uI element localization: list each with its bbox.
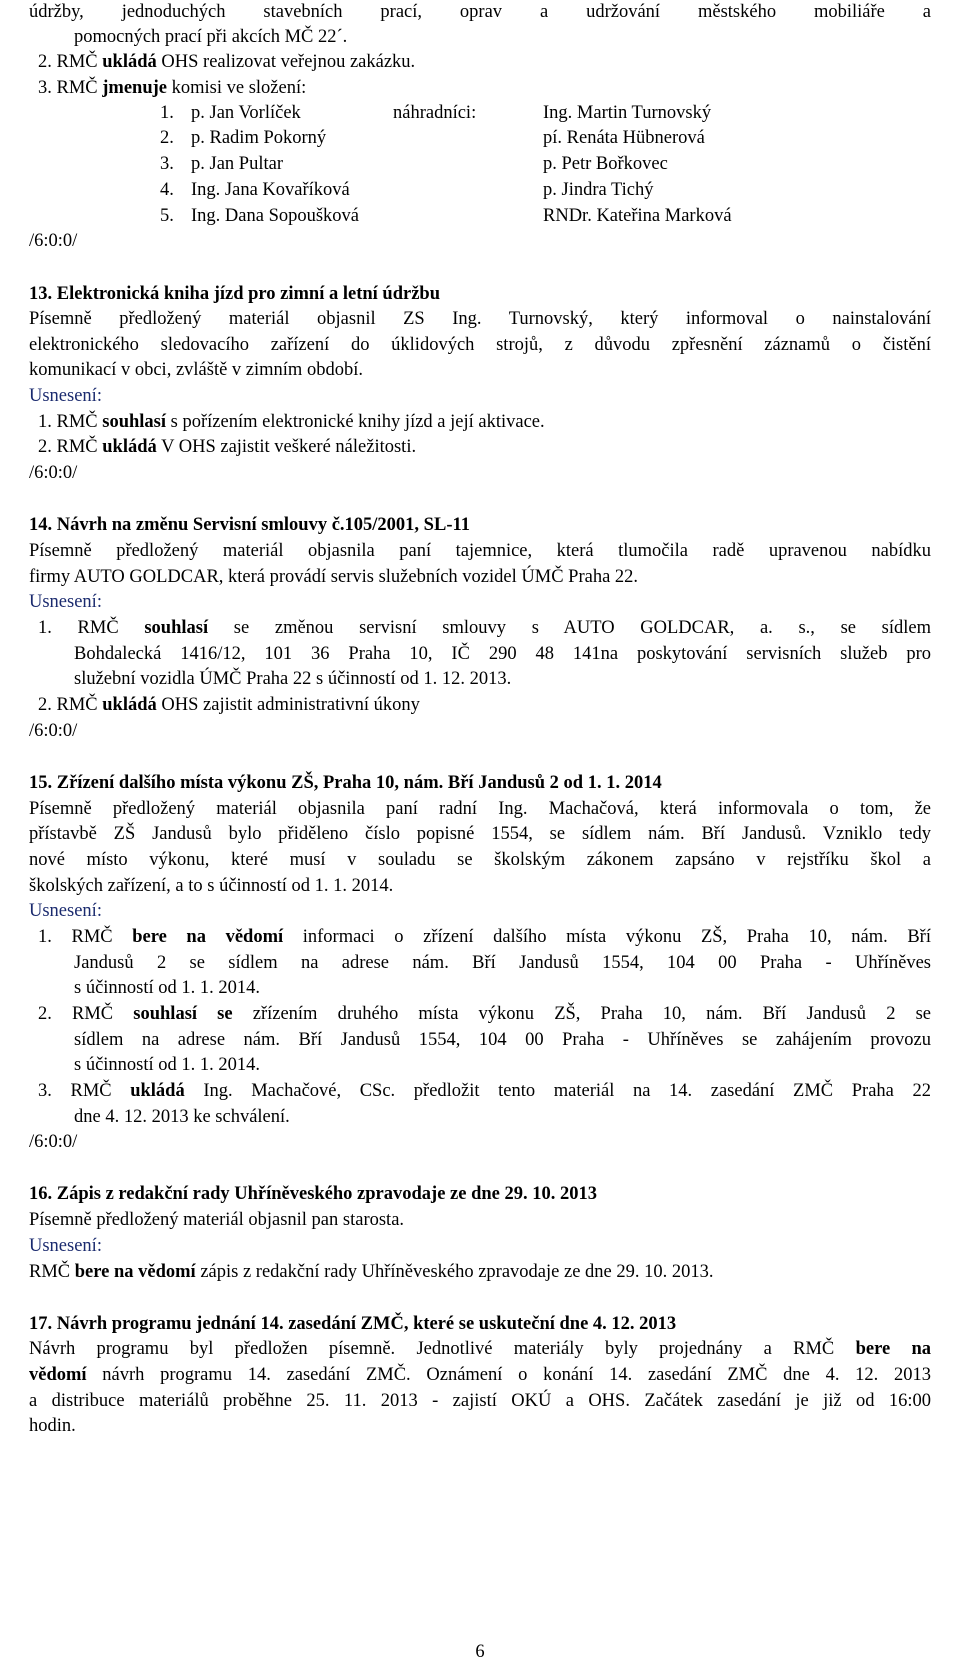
resolution-item: 2. RMČ ukládá V OHS zajistit veškeré náležitosti. [38, 437, 417, 457]
committee-num: 5. [160, 206, 174, 226]
text-line: vědomí návrh programu 14. zasedání ZMČ. Oznámení o konání 14. zasedání ZMČ dne 4. 12. 2013 [29, 1365, 931, 1385]
text-line: nové místo výkonu, které musí v souladu se školským zákonem zapsáno v rejstříku škol a [29, 850, 931, 870]
text-line: Písemně předložený materiál objasnila paní tajemnice, která tlumočila radě upravenou nabídku [29, 541, 931, 561]
vote-result: /6:0:0/ [29, 1132, 78, 1152]
resolution-item: 1. RMČ souhlasí se změnou servisní smlouvy s AUTO GOLDCAR, a. s., se sídlem [38, 618, 931, 638]
text-line: údržby, jednoduchých stavebních prací, oprav a udržování městského mobiliáře a [29, 2, 931, 22]
text-line: Bohdalecká 1416/12, 101 36 Praha 10, IČ 290 48 141na poskytování servisních služeb pro [74, 644, 931, 664]
page-number: 6 [475, 1642, 485, 1662]
committee-member: p. Jan Vorlíček [191, 103, 301, 123]
text-line: hodin. [29, 1416, 76, 1436]
text-line: přístavbě ZŠ Jandusů bylo přiděleno číslo popisné 1554, se sídlem nám. Bří Jandusů. Vzniklo tedy [29, 824, 931, 844]
text-line: pomocných prací při akcích MČ 22´. [74, 27, 348, 47]
resolution-label: Usnesení: [29, 901, 102, 921]
text-line: s účinností od 1. 1. 2014. [74, 978, 261, 998]
section-heading-15: 15. Zřízení dalšího místa výkonu ZŠ, Praha 10, nám. Bří Jandusů 2 od 1. 1. 2014 [29, 773, 662, 793]
section-heading-13: 13. Elektronická kniha jízd pro zimní a letní údržbu [29, 284, 441, 304]
text-line: a distribuce materiálů proběhne 25. 11. 2013 - zajistí OKÚ a OHS. Začátek zasedání je již od 16:00 [29, 1391, 931, 1411]
text-line: firmy AUTO GOLDCAR, která provádí servis služebních vozidel ÚMČ Praha 22. [29, 567, 639, 587]
substitutes-label: náhradníci: [393, 103, 477, 123]
resolution-item: 3. RMČ jmenuje komisi ve složení: [38, 78, 307, 98]
committee-substitute: RNDr. Kateřina Marková [543, 206, 732, 226]
committee-substitute: p. Jindra Tichý [543, 180, 654, 200]
committee-num: 3. [160, 154, 174, 174]
committee-num: 4. [160, 180, 174, 200]
text-line: dne 4. 12. 2013 ke schválení. [74, 1107, 290, 1127]
vote-result: /6:0:0/ [29, 231, 78, 251]
text-line: Písemně předložený materiál objasnil pan starosta. [29, 1210, 405, 1230]
resolution-item: 2. RMČ souhlasí se zřízením druhého místa výkonu ZŠ, Praha 10, nám. Bří Jandusů 2 se [38, 1004, 931, 1024]
committee-member: Ing. Dana Sopoušková [191, 206, 360, 226]
vote-result: /6:0:0/ [29, 721, 78, 741]
resolution-label: Usnesení: [29, 386, 102, 406]
text-line: s účinností od 1. 1. 2014. [74, 1055, 261, 1075]
resolution-item: RMČ bere na vědomí zápis z redakční rady Uhříněveského zpravodaje ze dne 29. 10. 2013. [29, 1262, 714, 1282]
committee-member: Ing. Jana Kovaříková [191, 180, 350, 200]
resolution-label: Usnesení: [29, 592, 102, 612]
text-line: komunikací v obci, zvláště v zimním období. [29, 360, 363, 380]
resolution-item: 1. RMČ souhlasí s pořízením elektronické knihy jízd a její aktivace. [38, 412, 545, 432]
resolution-item: 2. RMČ ukládá OHS realizovat veřejnou zakázku. [38, 52, 416, 72]
text-line: Písemně předložený materiál objasnila paní radní Ing. Machačová, která informovala o tom, že [29, 799, 931, 819]
resolution-item: 2. RMČ ukládá OHS zajistit administrativní úkony [38, 695, 420, 715]
text-line: školských zařízení, a to s účinností od 1. 1. 2014. [29, 876, 394, 896]
resolution-item: 1. RMČ bere na vědomí informaci o zřízení dalšího místa výkonu ZŠ, Praha 10, nám. Bří [38, 927, 931, 947]
committee-substitute: Ing. Martin Turnovský [543, 103, 712, 123]
committee-member: p. Radim Pokorný [191, 128, 327, 148]
committee-num: 1. [160, 103, 174, 123]
text-line: Návrh programu byl předložen písemně. Jednotlivé materiály byly projednány a RMČ bere na [29, 1339, 931, 1359]
resolution-label: Usnesení: [29, 1236, 102, 1256]
vote-result: /6:0:0/ [29, 463, 78, 483]
text-line: služební vozidla ÚMČ Praha 22 s účinností od 1. 12. 2013. [74, 669, 512, 689]
committee-substitute: pí. Renáta Hübnerová [543, 128, 705, 148]
text-line: sídlem na adrese nám. Bří Jandusů 1554, 104 00 Praha - Uhříněves se zahájením provozu [74, 1030, 931, 1050]
committee-member: p. Jan Pultar [191, 154, 283, 174]
text-line: Jandusů 2 se sídlem na adrese nám. Bří Jandusů 1554, 104 00 Praha - Uhříněves [74, 953, 931, 973]
committee-substitute: p. Petr Bořkovec [543, 154, 668, 174]
section-heading-16: 16. Zápis z redakční rady Uhříněveského zpravodaje ze dne 29. 10. 2013 [29, 1184, 598, 1204]
section-heading-14: 14. Návrh na změnu Servisní smlouvy č.105/2001, SL-11 [29, 515, 470, 535]
section-heading-17: 17. Návrh programu jednání 14. zasedání ZMČ, které se uskuteční dne 4. 12. 2013 [29, 1314, 677, 1334]
text-line: Písemně předložený materiál objasnil ZS Ing. Turnovský, který informoval o nainstalování [29, 309, 931, 329]
resolution-item: 3. RMČ ukládá Ing. Machačové, CSc. předložit tento materiál na 14. zasedání ZMČ Praha 22 [38, 1081, 931, 1101]
text-line: elektronického sledovacího zařízení do úklidových strojů, z důvodu zpřesnění záznamů o čistění [29, 335, 931, 355]
committee-num: 2. [160, 128, 174, 148]
